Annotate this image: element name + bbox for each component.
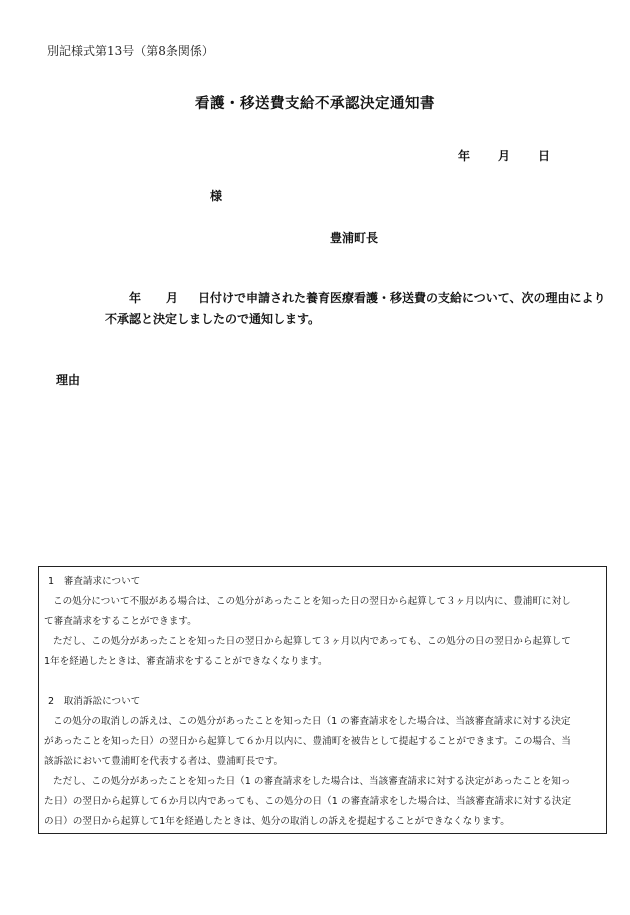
date-line bbox=[458, 147, 550, 164]
section2-line: ただし、この処分があったことを知った日（1 の審査請求をした場合は、当該審査請求に対する決定があったことを知っ bbox=[53, 776, 571, 787]
reason-label: 理由 bbox=[56, 373, 81, 387]
section2-line: た日）の翌日から起算して６か月以内であっても、この処分の日（1 の審査請求をした場合は、当該審査請求に対する決定 bbox=[44, 796, 572, 807]
appeal-notice-box bbox=[38, 566, 607, 834]
date-day-label: 日 bbox=[538, 149, 551, 163]
body-text-line-2: 不承認と決定しましたので通知します。 bbox=[105, 312, 321, 326]
section1-line: て審査請求をすることができます。 bbox=[44, 616, 197, 627]
section1-line: ただし、この処分があったことを知った日の翌日から起算して３ヶ月以内であっても、この処分の日の翌日から起算して bbox=[53, 636, 571, 647]
section2-line: この処分の取消しの訴えは、この処分があったことを知った日（1 の審査請求をした場合は、当該審査請求に対する決定 bbox=[53, 716, 571, 727]
section1-line: 1年を経過したときは、審査請求をすることができなくなります。 bbox=[44, 656, 328, 667]
section2-heading: 2 取消訴訟について bbox=[48, 696, 141, 707]
issuer-name: 豊浦町長 bbox=[330, 231, 379, 245]
section1-line: この処分について不服がある場合は、この処分があったことを知った日の翌日から起算して３ヶ月以内に、豊浦町に対し bbox=[53, 596, 571, 607]
body-line1-rest: 日付けで申請された養育医療看護・移送費の支給について、次の理由により bbox=[198, 291, 606, 305]
section2-line: があったことを知った日）の翌日から起算して６か月以内に、豊浦町を被告として提起することができます。この場合、当 bbox=[44, 736, 571, 747]
section2-line: 該訴訟において豊浦町を代表する者は、豊浦町長です。 bbox=[44, 756, 284, 767]
document-title: 看護・移送費支給不承認決定通知書 bbox=[195, 96, 435, 112]
date-month-label: 月 bbox=[498, 149, 511, 163]
form-number: 別記様式第13号（第8条関係） bbox=[47, 44, 214, 58]
date-year-label: 年 bbox=[458, 149, 471, 163]
section2-line: の日）の翌日から起算して1年を経過したときは、処分の取消しの訴えを提起することができなくなります。 bbox=[44, 816, 510, 827]
section1-heading: 1 審査請求について bbox=[48, 576, 141, 587]
body-text-line-1 bbox=[129, 289, 606, 306]
recipient-honorific: 様 bbox=[210, 189, 223, 203]
body-year-label: 年 bbox=[129, 291, 142, 305]
body-month-label: 月 bbox=[166, 291, 179, 305]
